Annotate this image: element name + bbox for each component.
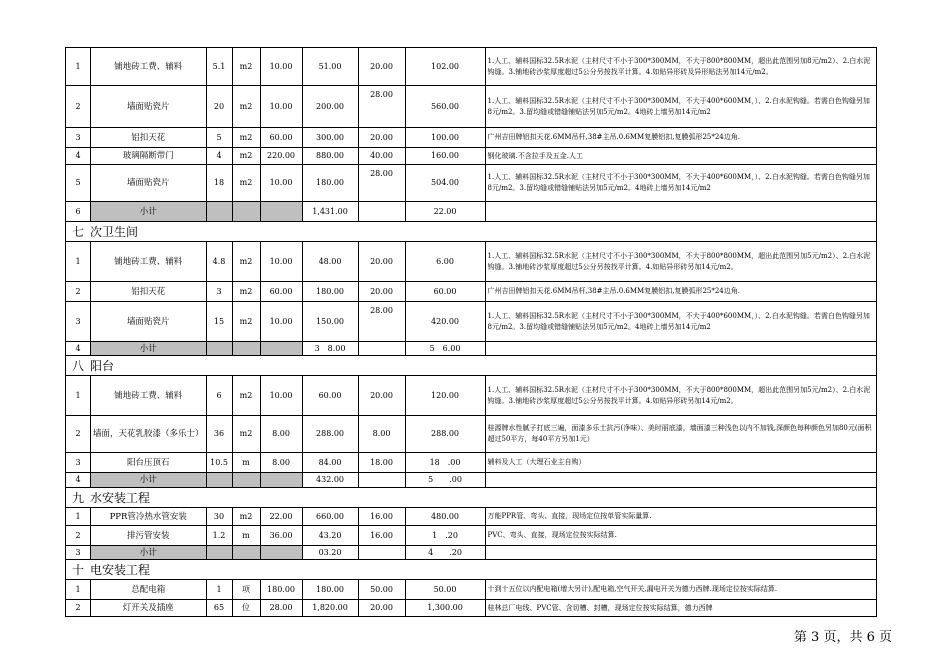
material-total-cell: 03.20 [302,546,358,560]
material-total-cell: 180.00 [302,282,358,302]
item-name-cell: 墙面，天花乳胶漆（多乐士） [91,416,207,453]
unit-cell: m2 [232,242,260,282]
remark-cell [485,546,876,560]
labor-total-cell: 560.00 [405,86,485,128]
quantity-cell: 1.2 [206,526,232,546]
unit-cell: m2 [232,48,260,86]
remark-cell: 钢化玻璃.不含拉手及五金.人工 [485,148,876,165]
unit-cell [232,342,260,356]
material-unit-price-cell: 60.00 [260,282,302,302]
row-number-cell: 4 [66,342,91,356]
quantity-cell: 65 [206,600,232,617]
material-unit-price-cell: 10.00 [260,242,302,282]
labor-total-cell: 5 6.00 [405,342,485,356]
quantity-cell: 5 [206,128,232,148]
item-name-cell: PPR管冷热水管安装 [91,508,207,526]
material-total-cell: 48.00 [302,242,358,282]
material-total-cell: 150.00 [302,302,358,342]
labor-unit-price-cell [358,473,405,488]
section-number: 七 [72,224,85,239]
labor-unit-price-cell: 28.00 [358,302,405,342]
remark-cell: 1.人工、辅料国标32.5R水泥（主材尺寸不小于300*300MM，不大于400*600MM，）、2.白水泥钩缝。若需白色钩缝另加8元/m2。3.留均缝或错缝铺贴法另加5元/m2。4地砖上墙另加14元/m2 [485,86,876,128]
labor-unit-price-cell [358,342,405,356]
labor-total-cell: 100.00 [405,128,485,148]
remark-cell: 桂源牌水性腻子打底三遍，面漆多乐士抗污(净味）、美时丽底漆，墙面漆三种浅色以内不加钱,深颜色每种颜色另加80元(面积超过50平方，每40平方另加1元） [485,416,876,453]
quantity-cell [206,202,232,222]
labor-total-cell: 420.00 [405,302,485,342]
labor-total-cell: 504.00 [405,165,485,202]
table-row [66,48,877,86]
material-unit-price-cell: 10.00 [260,302,302,342]
row-number-cell: 2 [66,416,91,453]
item-name-cell: 小计 [91,546,207,560]
material-total-cell: 3 8.00 [302,342,358,356]
labor-total-cell: 120.00 [405,376,485,416]
quantity-cell: 4.8 [206,242,232,282]
remark-cell: 1.人工、辅料国标32.5R水泥（主材尺寸不小于300*300MM，不大于400*600MM，）、2.白水泥钩缝。若需白色钩缝另加8元/m2。3.留均缝或错缝铺贴法另加5元/m2。4地砖上墙另加14元/m2 [485,302,876,342]
unit-cell: 位 [232,600,260,617]
labor-total-cell: 160.00 [405,148,485,165]
material-unit-price-cell: 36.00 [260,526,302,546]
material-unit-price-cell: 220.00 [260,148,302,165]
section-number: 十 [72,562,85,577]
row-number-cell: 6 [66,202,91,222]
labor-unit-price-cell: 8.00 [358,416,405,453]
table-row [66,86,877,128]
material-total-cell: 1,431.00 [302,202,358,222]
material-unit-price-cell: 10.00 [260,376,302,416]
quantity-cell: 1 [206,580,232,600]
quantity-cell: 6 [206,376,232,416]
material-total-cell: 432.00 [302,473,358,488]
labor-unit-price-cell: 20.00 [358,376,405,416]
material-total-cell: 180.00 [302,580,358,600]
material-unit-price-cell [260,342,302,356]
unit-cell: 项 [232,580,260,600]
item-name-cell: 灯开关及插座 [91,600,207,617]
unit-cell: m2 [232,86,260,128]
row-number-cell: 1 [66,242,91,282]
labor-unit-price-cell: 50.00 [358,580,405,600]
labor-total-cell: 102.00 [405,48,485,86]
material-unit-price-cell [260,473,302,488]
unit-cell: m2 [232,165,260,202]
item-name-cell: 阳台压顶石 [91,453,207,473]
item-name-cell: 小计 [91,473,207,488]
labor-total-cell: 22.00 [405,202,485,222]
subtotal-row [66,473,877,488]
table-row [66,580,877,600]
section-header [66,222,877,242]
item-name-cell: 墙面贴瓷片 [91,86,207,128]
table-row [66,376,877,416]
quantity-cell: 3 [206,282,232,302]
quantity-cell: 30 [206,508,232,526]
unit-cell: m2 [232,282,260,302]
remark-cell [485,473,876,488]
remark-cell: 辅料及人工（大理石业主自购） [485,453,876,473]
material-total-cell: 288.00 [302,416,358,453]
material-unit-price-cell: 10.00 [260,86,302,128]
material-unit-price-cell [260,202,302,222]
section-header [66,560,877,580]
labor-unit-price-cell [358,546,405,560]
remark-cell: 1.人工、辅料国标32.5R水泥（主材尺寸不小于300*300MM，不大于800*800MM，超出此范围另加8元/m2）、2.白水泥钩缝。3.铺地砖沙浆厚度超过5公分另按找平计算。4.如贴异形砖及异形贴法另加14元/m2。 [485,48,876,86]
row-number-cell: 2 [66,282,91,302]
quantity-cell: 10.5 [206,453,232,473]
section-title: 电安装工程 [90,562,151,577]
labor-unit-price-cell: 40.00 [358,148,405,165]
remark-cell: 万能PPR管、弯头、直接，现场定位按单管实际量算. [485,508,876,526]
labor-total-cell: 18 .00 [405,453,485,473]
unit-cell [232,546,260,560]
remark-cell: 十到十五位以内配电箱(增大另计),配电箱,空气开关,漏电开关为德力西牌.现场定位按实际结算. [485,580,876,600]
material-total-cell: 51.00 [302,48,358,86]
remark-cell: 1.人工、辅料国标32.5R水泥（主材尺寸不小于300*300MM，不大于800*800MM，超出此范围另加5元/m2）、2.白水泥钩缝。3.铺地砖沙浆厚度超过5公分另按找平计算。4.如贴异形砖另加14元/m2。 [485,376,876,416]
material-unit-price-cell: 28.00 [260,600,302,617]
material-unit-price-cell: 22.00 [260,508,302,526]
subtotal-row [66,342,877,356]
material-total-cell: 180.00 [302,165,358,202]
section-number: 八 [72,358,85,373]
row-number-cell: 3 [66,453,91,473]
section-header [66,488,877,508]
unit-cell: m2 [232,376,260,416]
unit-cell: m2 [232,148,260,165]
section-title: 水安装工程 [90,490,151,505]
page-footer: 第 3 页，共 6 页 [793,630,892,645]
subtotal-row [66,546,877,560]
item-name-cell: 铝扣天花 [91,128,207,148]
row-number-cell: 3 [66,128,91,148]
section-title: 次卫生间 [90,224,139,239]
table-row [66,148,877,165]
labor-total-cell: 1,300.00 [405,600,485,617]
item-name-cell: 总配电箱 [91,580,207,600]
table-row [66,165,877,202]
material-unit-price-cell: 8.00 [260,453,302,473]
material-total-cell: 300.00 [302,128,358,148]
material-total-cell: 200.00 [302,86,358,128]
labor-unit-price-cell: 20.00 [358,282,405,302]
labor-unit-price-cell: 20.00 [358,600,405,617]
subtotal-row [66,202,877,222]
labor-total-cell: 6.00 [405,242,485,282]
quantity-cell: 36 [206,416,232,453]
remark-cell: 广州吉田牌铝扣天花.6MM吊杆,38#主吊.0.6MM复膜铝扣,复膜弧形25*24边角. [485,128,876,148]
row-number-cell: 1 [66,48,91,86]
material-total-cell: 84.00 [302,453,358,473]
labor-unit-price-cell: 28.00 [358,86,405,128]
item-name-cell: 排污管安装 [91,526,207,546]
material-unit-price-cell: 10.00 [260,165,302,202]
row-number-cell: 4 [66,148,91,165]
labor-total-cell: 480.00 [405,508,485,526]
row-number-cell: 1 [66,580,91,600]
unit-cell [232,202,260,222]
material-unit-price-cell: 180.00 [260,580,302,600]
unit-cell: m [232,526,260,546]
row-number-cell: 3 [66,546,91,560]
row-number-cell: 2 [66,86,91,128]
material-unit-price-cell: 10.00 [260,48,302,86]
remark-cell: 1.人工、辅料国标32.5R水泥（主材尺寸不小于300*300MM，不大于800*800MM，超出此范围另加5元/m2）、2.白水泥钩缝。3.铺地砖沙浆厚度超过5公分另按找平计算。4.如贴异形砖另加14元/m2。 [485,242,876,282]
row-number-cell: 1 [66,508,91,526]
row-number-cell: 4 [66,473,91,488]
material-unit-price-cell: 60.00 [260,128,302,148]
labor-unit-price-cell: 20.00 [358,128,405,148]
item-name-cell: 玻璃隔断带门 [91,148,207,165]
remark-cell [485,342,876,356]
section-number: 九 [72,490,85,505]
table-body [66,48,877,617]
material-total-cell: 1,820.00 [302,600,358,617]
quantity-cell: 20 [206,86,232,128]
item-name-cell: 铺地砖工费、辅料 [91,376,207,416]
labor-unit-price-cell: 16.00 [358,508,405,526]
unit-cell: m2 [232,128,260,148]
unit-cell: m2 [232,416,260,453]
unit-cell: m2 [232,508,260,526]
labor-unit-price-cell: 16.00 [358,526,405,546]
unit-cell [232,473,260,488]
material-total-cell: 880.00 [302,148,358,165]
row-number-cell: 3 [66,302,91,342]
table-row [66,526,877,546]
material-total-cell: 60.00 [302,376,358,416]
table-row [66,453,877,473]
quantity-cell: 5.1 [206,48,232,86]
quantity-cell: 4 [206,148,232,165]
labor-total-cell: 4 .20 [405,546,485,560]
quantity-cell [206,473,232,488]
quantity-cell: 18 [206,165,232,202]
material-total-cell: 43.20 [302,526,358,546]
row-number-cell: 1 [66,376,91,416]
remark-cell: 广州吉田牌铝扣天花.6MM吊杆,38#主吊.0.6MM复膜铝扣,复膜弧形25*24边角. [485,282,876,302]
item-name-cell: 小计 [91,202,207,222]
unit-cell: m [232,453,260,473]
row-number-cell: 5 [66,165,91,202]
remark-cell: PVC、弯头、直接，现场定位按实际结算. [485,526,876,546]
labor-unit-price-cell: 20.00 [358,48,405,86]
item-name-cell: 小计 [91,342,207,356]
row-number-cell: 2 [66,526,91,546]
labor-total-cell: 5 .00 [405,473,485,488]
quotation-table [65,47,877,617]
table-row [66,508,877,526]
row-number-cell: 2 [66,600,91,617]
remark-cell: 桂林总厂电线、PVC管、含切槽、封槽，现场定位按实际结算，德力西牌 [485,600,876,617]
item-name-cell: 铺地砖工费、辅料 [91,48,207,86]
item-name-cell: 铺地砖工费、辅料 [91,242,207,282]
labor-unit-price-cell: 18.00 [358,453,405,473]
labor-total-cell: 60.00 [405,282,485,302]
section-title: 阳台 [90,358,115,373]
quantity-cell [206,342,232,356]
table-row [66,302,877,342]
item-name-cell: 墙面贴瓷片 [91,165,207,202]
item-name-cell: 墙面贴瓷片 [91,302,207,342]
labor-total-cell: 50.00 [405,580,485,600]
quantity-cell [206,546,232,560]
labor-unit-price-cell [358,202,405,222]
labor-total-cell: 288.00 [405,416,485,453]
material-unit-price-cell: 8.00 [260,416,302,453]
quantity-cell: 15 [206,302,232,342]
table-row [66,128,877,148]
labor-unit-price-cell: 28.00 [358,165,405,202]
table-row [66,600,877,617]
labor-unit-price-cell: 20.00 [358,242,405,282]
material-unit-price-cell [260,546,302,560]
remark-cell: 1.人工、辅料国标32.5R水泥（主材尺寸不小于300*300MM，不大于400*600MM，）、2.白水泥钩缝。若需白色钩缝另加8元/m2。3.留均缝或错缝铺贴法另加5元/m2。4地砖上墙另加14元/m2 [485,165,876,202]
material-total-cell: 660.00 [302,508,358,526]
item-name-cell: 铝扣天花 [91,282,207,302]
table-row [66,282,877,302]
section-header [66,356,877,376]
labor-total-cell: 1 .20 [405,526,485,546]
remark-cell [485,202,876,222]
table-row [66,242,877,282]
table-row [66,416,877,453]
unit-cell: m2 [232,302,260,342]
